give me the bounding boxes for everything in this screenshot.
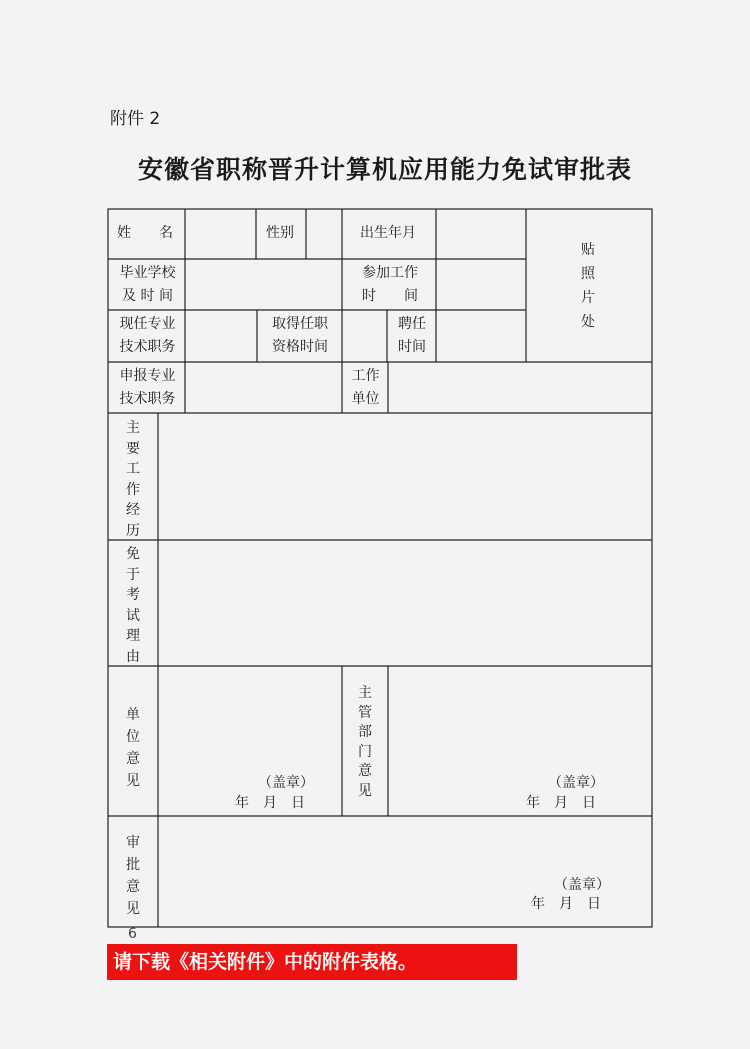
dept-date-label: 年 月 日 [526,795,596,811]
name-label: 姓 名 [117,225,173,241]
current-title-label: 现任专业 技术职务 [119,316,176,355]
unit-seal-label: （盖章） [258,775,314,791]
graduation-label: 毕业学校 及 时 间 [119,265,176,304]
photo-placeholder-label: 贴照片处 [581,242,595,330]
work-start-label: 参加工作 时 间 [362,265,418,304]
download-notice-banner: 请下载《相关附件》中的附件表格。 [107,944,517,980]
work-experience-label: 主要工作经历 [126,420,140,539]
applied-title-label: 申报专业 技术职务 [119,368,176,407]
page-number: 6 [128,926,137,942]
approval-opinion-label: 审批意见 [126,835,140,917]
birth-date-label: 出生年月 [360,225,416,241]
form-border [108,209,652,927]
qualification-time-label: 取得任职 资格时间 [272,316,328,355]
exemption-reason-label: 免于考试理由 [126,546,140,665]
approval-date-label: 年 月 日 [531,896,601,912]
attachment-label: 附件 2 [110,109,161,129]
dept-seal-label: （盖章） [548,775,604,791]
gender-label: 性别 [266,225,294,241]
dept-opinion-label: 主管部门意见 [358,685,372,799]
work-unit-label: 工作 单位 [351,368,380,407]
unit-date-label: 年 月 日 [235,795,305,811]
unit-opinion-label: 单位意见 [126,707,140,789]
approval-seal-label: （盖章） [554,877,610,893]
appointment-time-label: 聘任 时间 [398,316,426,355]
form-title: 安徽省职称晋升计算机应用能力免试审批表 [137,155,632,184]
